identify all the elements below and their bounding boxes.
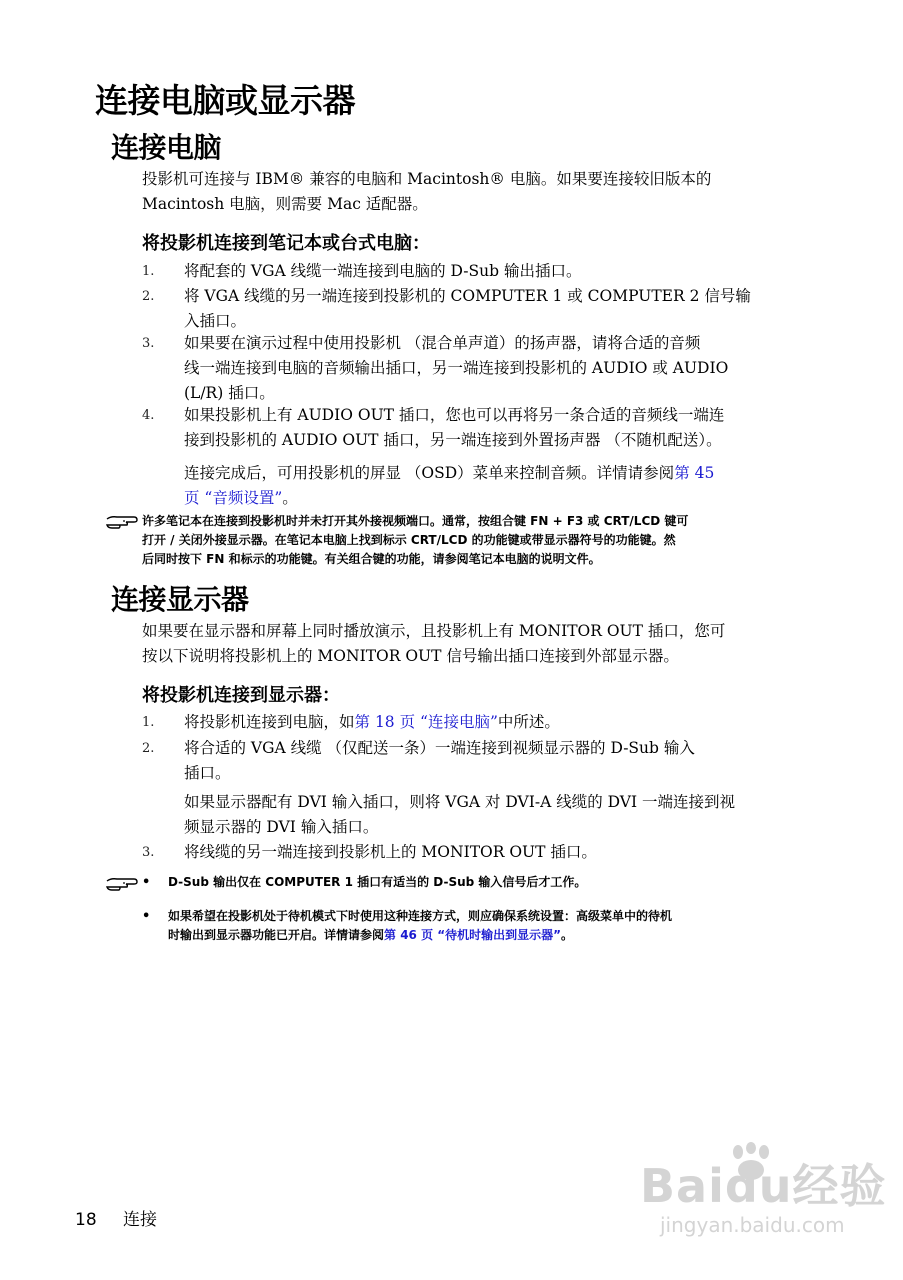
link-page-46[interactable]: 第 46 页 “待机时输出到显示器” [384, 928, 562, 942]
watermark-url: jingyan.baidu.com [660, 1213, 845, 1237]
step-number: 4. [142, 408, 155, 423]
intro-line: 如果要在显示器和屏幕上同时播放演示，且投影机上有 MONITOR OUT 插口，您可 [142, 622, 726, 640]
bullet-icon: • [142, 909, 151, 924]
subheading-laptop-desktop: 将投影机连接到笔记本或台式电脑： [142, 233, 430, 254]
note-line: 许多笔记本在连接到投影机时并未打开其外接视频端口。通常，按组合键 FN + F3 或 CRT/LCD 键可 [142, 514, 689, 528]
note-line: 如果希望在投影机处于待机模式下时使用这种连接方式，则应确保系统设置：高级菜单中的待机 [168, 909, 673, 923]
step-text: 中所述。 [497, 713, 560, 731]
monitor-step-2-extra [184, 790, 814, 840]
step-line: (L/R) 插口。 [184, 384, 275, 402]
note-laptop-video-port [142, 512, 812, 569]
note-standby-monitor-out [168, 907, 808, 945]
note-text: 。 [561, 928, 574, 942]
step-line: 接到投影机的 AUDIO OUT 插口，另一端连接到外置扬声器 （不随机配送）。 [184, 431, 722, 449]
step-number: 3. [142, 336, 155, 351]
monitor-step-1 [184, 710, 814, 735]
note-hand-icon [105, 874, 139, 892]
link-audio-settings[interactable]: 页 “音频设置” [184, 489, 283, 507]
link-page-45[interactable]: 第 45 [674, 464, 715, 482]
step-line: 将合适的 VGA 线缆 （仅配送一条）一端连接到视频显示器的 D-Sub 输入 [184, 739, 695, 757]
step-line: 频显示器的 DVI 输入插口。 [184, 818, 379, 836]
step-text: 。 [282, 489, 298, 507]
step-4 [184, 403, 814, 453]
note-dsub-output: D-Sub 输出仅在 COMPUTER 1 插口有适当的 D-Sub 输入信号后才工作。 [168, 875, 587, 889]
intro-line: 按以下说明将投影机上的 MONITOR OUT 信号输出插口连接到外部显示器。 [142, 647, 679, 665]
step-line: 入插口。 [184, 312, 247, 330]
watermark-logo: Baidu经验 [640, 1159, 887, 1213]
step-1 [184, 259, 814, 284]
step-text: 连接完成后，可用投影机的屏显 （OSD）菜单来控制音频。详情请参阅 [184, 464, 675, 482]
step-number: 2. [142, 289, 155, 304]
footer-section-name: 连接 [123, 1210, 157, 1230]
note-text: 时输出到显示器功能已开启。详情请参阅 [168, 928, 385, 942]
step-number: 1. [142, 264, 155, 279]
intro-line: Macintosh 电脑，则需要 Mac 适配器。 [142, 195, 428, 213]
step-number: 2. [142, 741, 155, 756]
step-line: 将 VGA 线缆的另一端连接到投影机的 COMPUTER 1 或 COMPUTER 2 信号输 [184, 287, 751, 305]
step-number: 3. [142, 845, 155, 860]
note-line: 后同时按下 FN 和标示的功能键。有关组合键的功能，请参阅笔记本电脑的说明文件。 [142, 552, 601, 566]
step-line: 线一端连接到电脑的音频输出插口，另一端连接到投影机的 AUDIO 或 AUDIO [184, 359, 729, 377]
step-line: 将配套的 VGA 线缆一端连接到电脑的 D-Sub 输出插口。 [184, 262, 582, 280]
section-heading-connect-monitor: 连接显示器 [111, 583, 249, 616]
monitor-step-3: 将线缆的另一端连接到投影机上的 MONITOR OUT 插口。 [184, 843, 597, 861]
step-line: 如果显示器配有 DVI 输入插口，则将 VGA 对 DVI-A 线缆的 DVI 一端连接到视 [184, 793, 736, 811]
bullet-icon: • [142, 875, 151, 890]
note-hand-icon [105, 512, 139, 530]
step-line: 如果投影机上有 AUDIO OUT 插口，您也可以再将另一条合适的音频线一端连 [184, 406, 725, 424]
section2-intro [142, 619, 822, 669]
link-page-18[interactable]: 第 18 页 “连接电脑” [354, 713, 498, 731]
step-number: 1. [142, 715, 155, 730]
intro-line: 投影机可连接与 IBM® 兼容的电脑和 Macintosh® 电脑。如果要连接较旧版本的 [142, 170, 712, 188]
step-text: 将投影机连接到电脑，如 [184, 713, 355, 731]
footer-page-number: 18 [75, 1210, 97, 1230]
step-line: 插口。 [184, 764, 231, 782]
note-line: 打开 / 关闭外接显示器。在笔记本电脑上找到标示 CRT/LCD 的功能键或带显示器符号的功能键。然 [142, 533, 676, 547]
monitor-step-2 [184, 736, 814, 786]
step-2 [184, 284, 814, 334]
subheading-monitor: 将投影机连接到显示器： [142, 685, 340, 706]
section-heading-connect-computer: 连接电脑 [111, 131, 222, 164]
section1-intro [142, 167, 822, 217]
step-4-extra [184, 461, 814, 511]
page-title: 连接电脑或显示器 [95, 81, 355, 120]
step-line: 如果要在演示过程中使用投影机 （混合单声道）的扬声器，请将合适的音频 [184, 334, 701, 352]
step-3 [184, 331, 814, 406]
